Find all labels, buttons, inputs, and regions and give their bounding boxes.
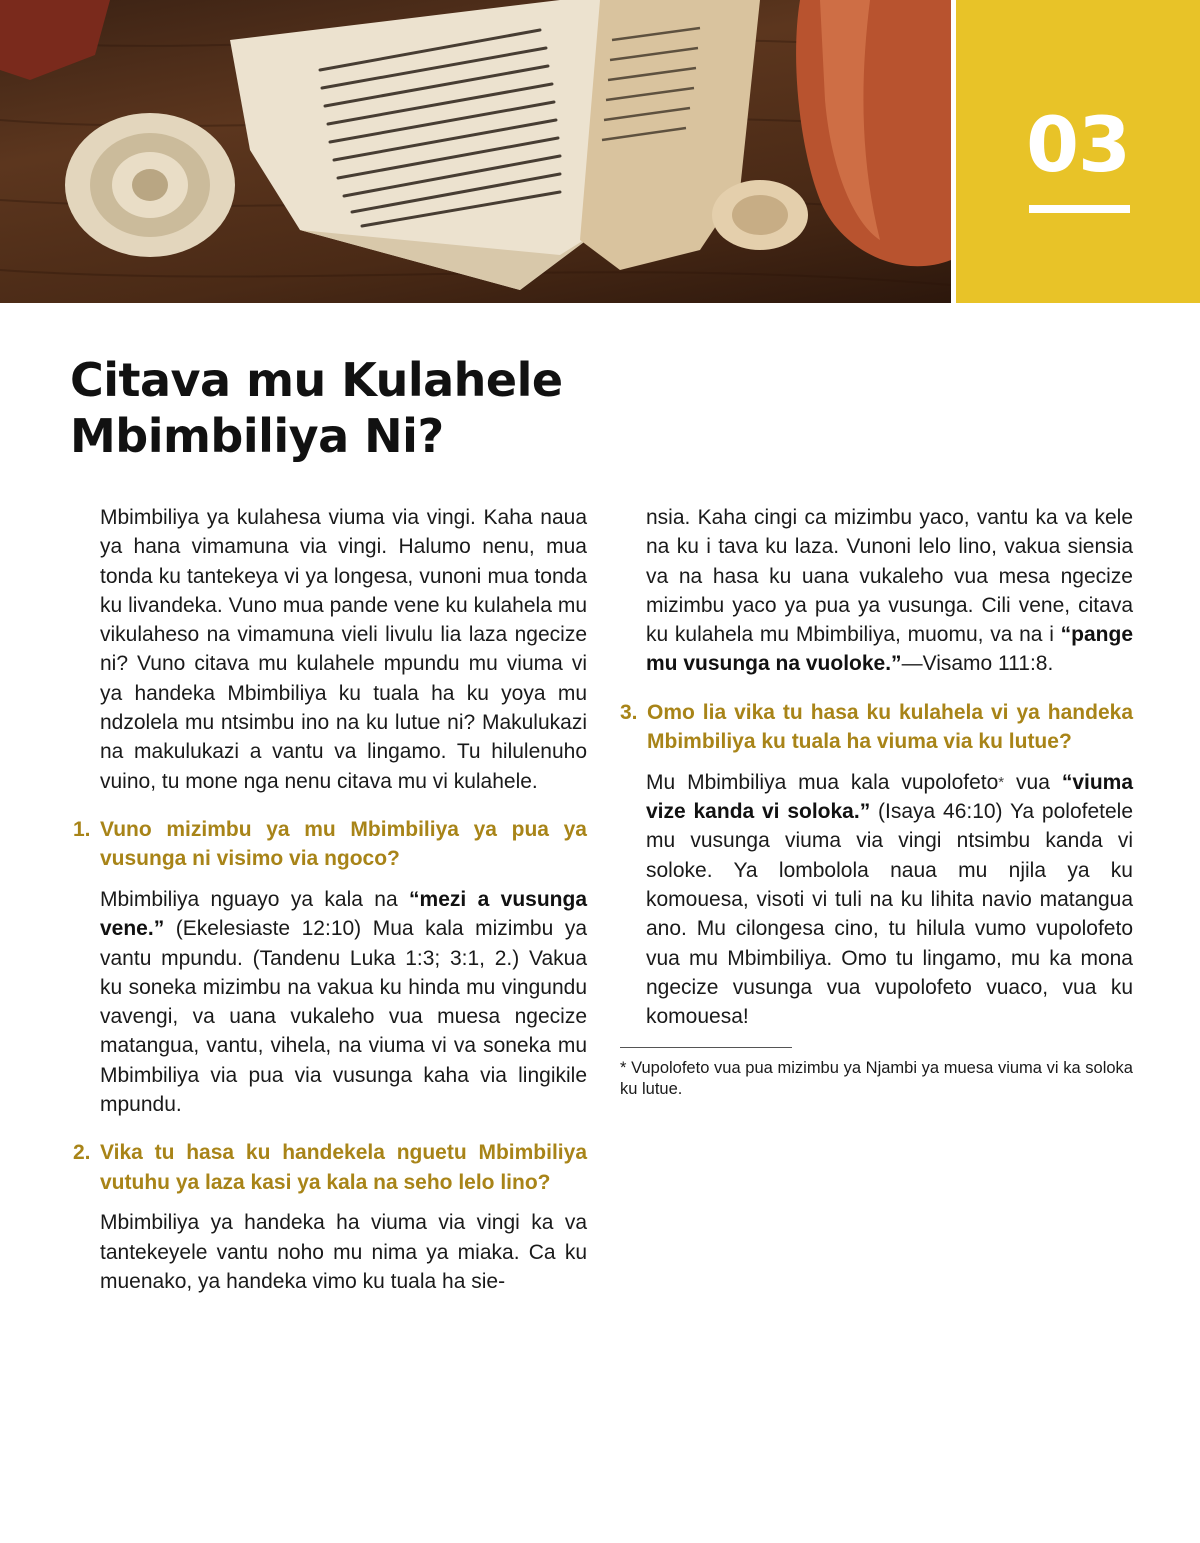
answer-2-reference: —Visamo 111:8. [901, 652, 1054, 676]
footnote: * Vupolofeto vua pua mizimbu ya Njambi ya muesa viuma vi ka soloka ku lutue. [620, 1059, 1133, 1099]
scrolls-photo-icon [0, 0, 951, 303]
page-title-line1: Citava mu Kulahele [70, 353, 563, 407]
left-column [73, 503, 587, 1296]
intro-paragraph: Mbimbiliya ya kulahesa viuma via vingi. Kaha naua ya hana vimamuna via vingi. Halumo nenu, mua tonda ku tantekeya vi ya longesa, vunoni mua tonda ku livandeka. Vuno mua pande vene ku kulahela mu vikulaheso na vimamuna vieli livulu lia laza ngecize ni? Vuno citava mu kulahele mpundu mu viuma vi ya handeka Mbimbiliya ku tuala ha ku yoya mu ndzolela mu ntsimbu ino na ku lutue ni? Makulukazi na makulukazi a vantu va lingamo. Tu hilulenuho vuino, tu mone nga nenu citava mu vi kulahele. [100, 506, 587, 793]
answer-3-quote: “viuma vize kanda vi soloka.” [646, 770, 1134, 824]
question-1-number: 1. [73, 817, 91, 841]
page-title [70, 352, 710, 464]
answer-3 [646, 768, 1133, 1032]
footnote-divider [620, 1047, 792, 1048]
answer-3-text: Mu Mbimbiliya mua kala vupolofeto [646, 770, 999, 794]
question-3 [620, 698, 1133, 757]
page-title-line2: Mbimbiliya Ni? [70, 409, 444, 463]
question-1-text: Vuno mizimbu ya mu Mbimbiliya ya pua ya vusunga ni visimo via ngoco? [100, 817, 587, 871]
question-1 [73, 815, 587, 874]
answer-2-part2 [646, 503, 1133, 679]
answer-2-part1: Mbimbiliya ya handeka ha viuma via vingi ka va tantekeyele vantu noho mu nima ya miaka. Ca ku muenako, ya handeka vimo ku tuala ha sie- [100, 1211, 587, 1293]
answer-1-quote: “mezi a vusunga vene.” [100, 887, 587, 941]
header-photo [0, 0, 951, 303]
answer-1 [100, 885, 587, 1119]
answer-1-text: Mbimbiliya nguayo ya kala na [100, 887, 410, 911]
footnote-marker[interactable]: * [998, 773, 1005, 791]
answer-2-quote: “pange mu vusunga na vuoloke.” [646, 623, 1133, 676]
question-3-number: 3. [620, 700, 638, 724]
answer-3-text-cont: (Isaya 46:10) Ya polofetele mu vusunga viuma via vingi ntsimbu kanda vi soloke. Ya lombolola naua mu njila ya ku komouesa, visoti vi tuli na ku lihita navio matangua ano. Mu cilongesa cino, tu hilula vumo vupolofeto vua mu Mbimbiliya. Omo tu lingamo, mu ka mona ngecize vusunga vua vupolofeto vuaco, vua ku komouesa! [646, 800, 1133, 1029]
question-2 [73, 1138, 587, 1197]
answer-2-text: nsia. Kaha cingi ca mizimbu yaco, vantu ka va kele na ku i tava ku laza. Vunoni lelo lino, vakua siensia va na hasa ku uana vukaleho vua mesa ngecize mizimbu yaco ya pua ya vusunga. Cili vene, citava ku kulahela mu Mbimbiliya, muomu, va na i [646, 506, 1133, 647]
right-column [620, 503, 1133, 1100]
question-2-number: 2. [73, 1141, 91, 1165]
answer-1-text-cont: (Ekelesiaste 12:10) Mua kala mizimbu ya vantu mpundu. (Tandenu Luka 1:3; 3:1, 2.) Vakua ku soneka mizimbu na vakua ku hinda mu vingundu vavengi, va uana vukaleho vua muesa ngecize matangua, vantu, vihela, na viuma vi va soneka mu Mbimbiliya via pua via vusunga kaha via lingikile mpundu. [100, 917, 587, 1117]
question-3-text: Omo lia vika tu hasa ku kulahela vi ya handeka Mbimbiliya ku tuala ha viuma via ku lutue? [647, 700, 1133, 754]
lesson-number: 03 [1026, 100, 1130, 189]
lesson-badge [956, 0, 1200, 303]
question-2-text: Vika tu hasa ku handekela nguetu Mbimbiliya vutuhu ya laza kasi ya kala na seho lelo lino? [100, 1141, 587, 1194]
lesson-number-underline [1029, 205, 1130, 213]
answer-3-text-mid: vua [1004, 770, 1062, 794]
